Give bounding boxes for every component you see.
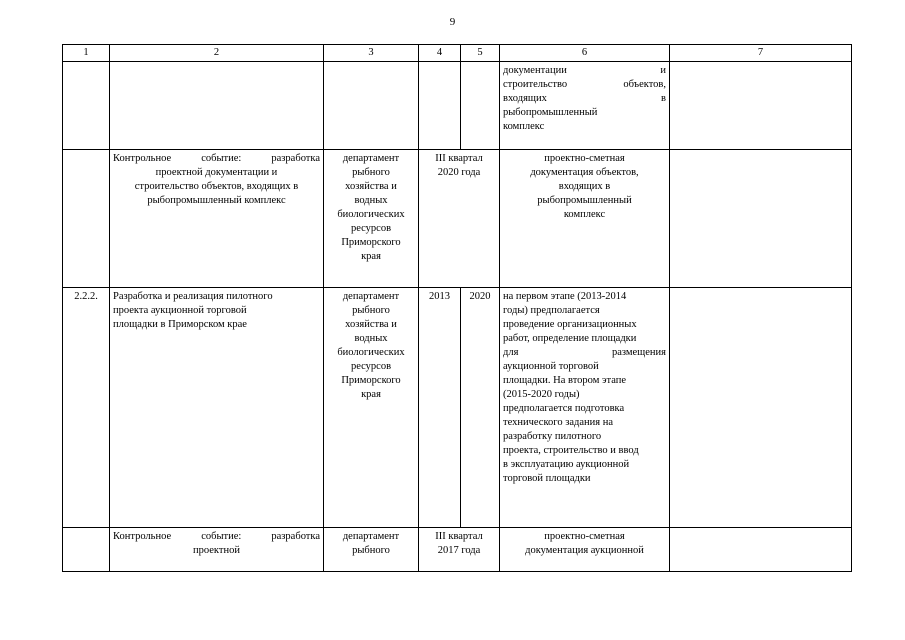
header-col-2: 2 [110,45,324,62]
cell-activity: Разработка и реализация пилотного проекта аукционной торговой площадки в Приморском крае [110,288,324,528]
result-line: комплекс [503,121,545,132]
result-line: работ, определение площадки [503,333,637,344]
cell-executor: департамент рыбного [324,528,419,572]
cell-activity [110,528,324,572]
result-line: входящих в [503,93,666,104]
cell-note [670,150,852,288]
result-line: проекта, строительство и ввод [503,445,639,456]
result-line: технического задания на [503,417,613,428]
activity-rest: проектной документации и строительство объектов, входящих в рыбопромышленный комплекс [134,167,299,206]
activity-first-line: Контрольное событие: разработка [113,531,320,542]
cell-end-year: 2020 [461,288,500,528]
cell-result: проектно-сметная документация объектов, входящих в рыбопромышленный комплекс [500,150,670,288]
header-col-1: 1 [63,45,110,62]
cell-end-year [461,62,500,150]
header-row [63,45,852,62]
plan-table [62,44,852,572]
result-line: в эксплуатацию аукционной [503,459,630,470]
cell-number [63,62,110,150]
cell-activity [110,150,324,288]
result-line: предполагается подготовка [503,403,625,414]
cell-activity [110,62,324,150]
cell-deadline: III квартал 2020 года [419,150,500,288]
cell-note [670,288,852,528]
activity-first-line: Контрольное событие: разработка [113,153,320,164]
result-line: (2015-2020 годы) [503,389,580,400]
result-line: для размещения [503,347,666,358]
result-line: строительство объектов, [503,79,666,90]
result-line: торговой площадки [503,473,591,484]
result-line: рыбопромышленный [503,107,598,118]
result-line: на первом этапе (2013-2014 [503,291,627,302]
cell-note [670,62,852,150]
header-col-4: 4 [419,45,461,62]
table-row [63,288,852,528]
result-line: документации и [503,65,666,76]
page-number: 9 [449,16,456,28]
cell-executor: департамент рыбного хозяйства и водных биологических ресурсов Приморского края [324,288,419,528]
header-col-3: 3 [324,45,419,62]
result-line: проведение организационных [503,319,637,330]
cell-result [500,62,670,150]
activity-rest: проектной [193,545,240,556]
cell-number [63,150,110,288]
cell-start-year [419,62,461,150]
header-col-6: 6 [500,45,670,62]
table-row [63,150,852,288]
cell-deadline: III квартал 2017 года [419,528,500,572]
result-line: площадки. На втором этапе [503,375,627,386]
header-col-5: 5 [461,45,500,62]
result-line: разработку пилотного [503,431,602,442]
cell-start-year: 2013 [419,288,461,528]
cell-executor: департамент рыбного хозяйства и водных биологических ресурсов Приморского края [324,150,419,288]
cell-number [63,528,110,572]
header-col-7: 7 [670,45,852,62]
cell-note [670,528,852,572]
result-line: годы) предполагается [503,305,600,316]
result-line: аукционной торговой [503,361,599,372]
cell-result [500,288,670,528]
table-row [63,62,852,150]
table-row [63,528,852,572]
cell-number: 2.2.2. [63,288,110,528]
cell-executor [324,62,419,150]
cell-result: проектно-сметная документация аукционной [500,528,670,572]
